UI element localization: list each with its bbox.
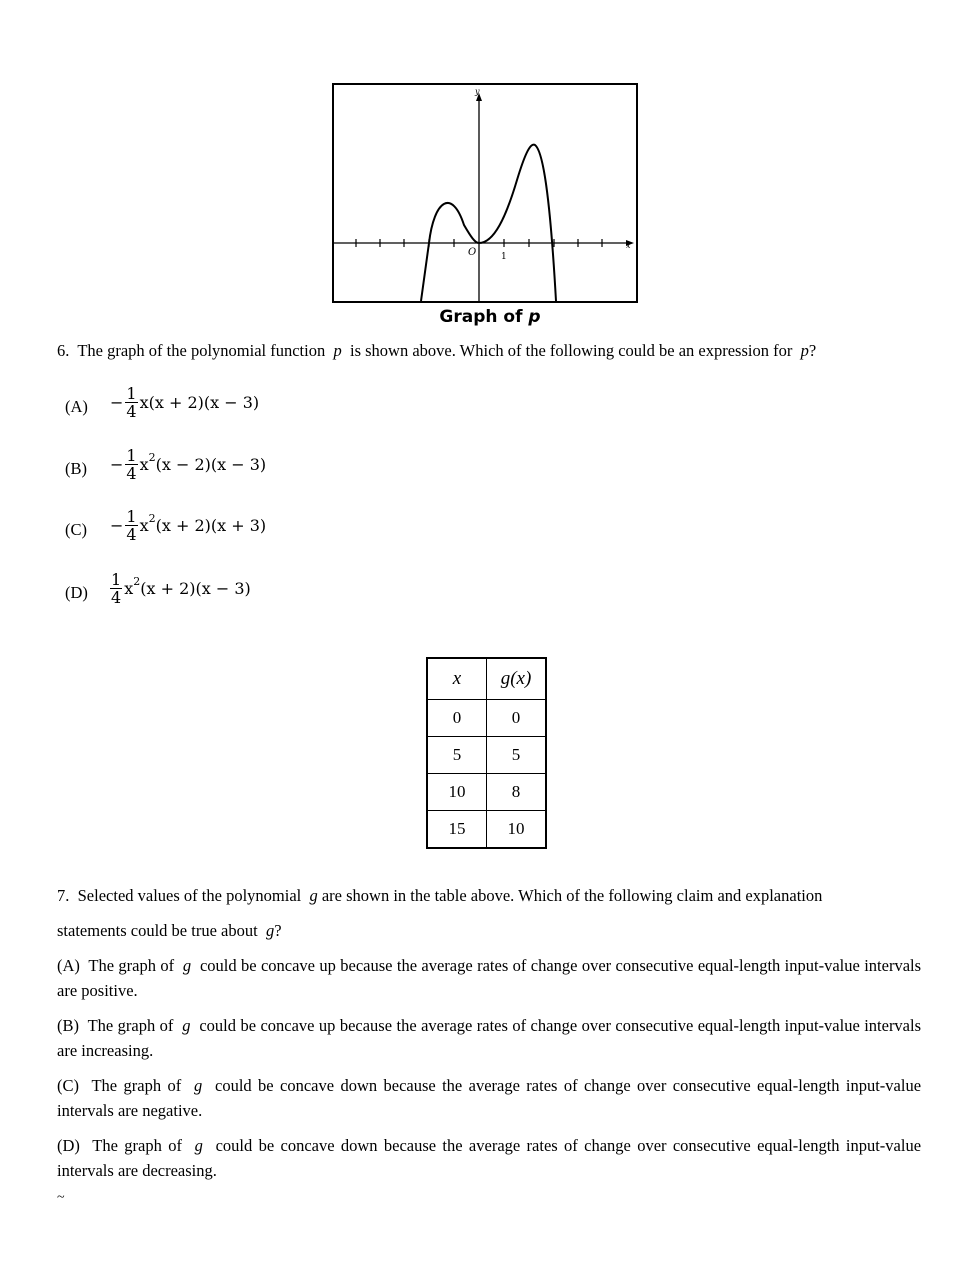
cell: 5 xyxy=(487,737,547,774)
choice-d-label[interactable]: (D) xyxy=(65,583,88,602)
question-number: 7. xyxy=(57,886,70,905)
sign: − xyxy=(110,393,124,412)
y-label: y xyxy=(475,87,480,96)
question-7-stem-line1: 7. Selected values of the polynomial g are shown in the table above. Which of the following claim and explanation xyxy=(57,886,823,905)
polynomial-curve xyxy=(421,145,556,301)
choice-7b[interactable]: (B) The graph of g could be concave up because the average rates of change over consecutive equal-length input-value intervals are increasing. xyxy=(57,1016,922,1060)
origin-label: O xyxy=(468,247,477,258)
choice-7c[interactable]: (C) The graph of g could be concave down because the average rates of change over consecutive equal-length input-value intervals are negative. xyxy=(57,1076,922,1120)
choice-c-expression[interactable]: − $\frac{1}{4}$ x 2 (x + 2)(x + 3) xyxy=(110,507,267,544)
expression: (x + 2)(x − 3) xyxy=(140,579,251,598)
stem-var: p xyxy=(333,341,342,360)
table-row xyxy=(427,737,546,774)
fraction: $\frac{1}{4}$ xyxy=(126,507,137,544)
cell: 15 xyxy=(427,811,487,849)
cell: 0 xyxy=(487,700,547,737)
cell: 10 xyxy=(487,811,547,849)
graph-svg xyxy=(334,85,636,301)
cell: 10 xyxy=(427,774,487,811)
values-table xyxy=(426,657,547,849)
x-label: x xyxy=(626,241,631,250)
stem-text: is shown above. Which of the following could be an expression for xyxy=(349,341,793,360)
stem-var: p xyxy=(800,341,809,360)
choice-a-label[interactable]: (A) xyxy=(65,397,88,416)
tick-one-label: 1 xyxy=(501,252,507,262)
expression: (x + 2)(x + 3) xyxy=(155,516,267,535)
expression: (x − 2)(x − 3) xyxy=(155,455,267,474)
table-header-row xyxy=(427,658,546,700)
cell: 8 xyxy=(487,774,547,811)
header-gx: g(x) xyxy=(487,658,547,700)
question-6-stem xyxy=(57,341,816,361)
graph-figure xyxy=(332,83,638,303)
choice-a-expression[interactable] xyxy=(110,385,259,420)
question-number: 6. xyxy=(57,341,70,360)
footer-mark: ~ xyxy=(57,1190,65,1205)
choice-b-expression[interactable]: − $\frac{1}{4}$ x 2 (x − 2)(x − 3) xyxy=(110,446,267,483)
fraction: $\frac{1}{4}$ xyxy=(126,384,137,421)
question-7-stem-line2: statements could be true about g? xyxy=(57,921,282,940)
caption-var: p xyxy=(528,307,541,327)
header-x: x xyxy=(427,658,487,700)
choice-c-label[interactable]: (C) xyxy=(65,520,87,539)
graph-caption xyxy=(332,307,648,327)
choice-d-expression[interactable]: $\frac{1}{4}$ x 2 (x + 2)(x − 3) xyxy=(111,570,251,607)
sign: − xyxy=(110,516,124,535)
stem-text: The graph of the polynomial function xyxy=(77,341,326,360)
choice-7a[interactable]: (A) The graph of g could be concave up because the average rates of change over consecutive equal-length input-value intervals are positive. xyxy=(57,956,922,1000)
fraction: $\frac{1}{4}$ xyxy=(111,570,122,607)
sign: − xyxy=(110,455,124,474)
table-row xyxy=(427,700,546,737)
stem-end: ? xyxy=(808,341,817,360)
cell: 5 xyxy=(427,737,487,774)
fraction: $\frac{1}{4}$ xyxy=(126,446,137,483)
cell: 0 xyxy=(427,700,487,737)
choice-7d[interactable]: (D) The graph of g could be concave down because the average rates of change over consecutive equal-length input-value intervals are decreasing. xyxy=(57,1136,922,1180)
caption-text: Graph of xyxy=(439,307,529,327)
table-row xyxy=(427,811,546,849)
expression: x(x + 2)(x − 3) xyxy=(139,393,260,412)
choice-b-label[interactable]: (B) xyxy=(65,459,87,478)
table-row xyxy=(427,774,546,811)
